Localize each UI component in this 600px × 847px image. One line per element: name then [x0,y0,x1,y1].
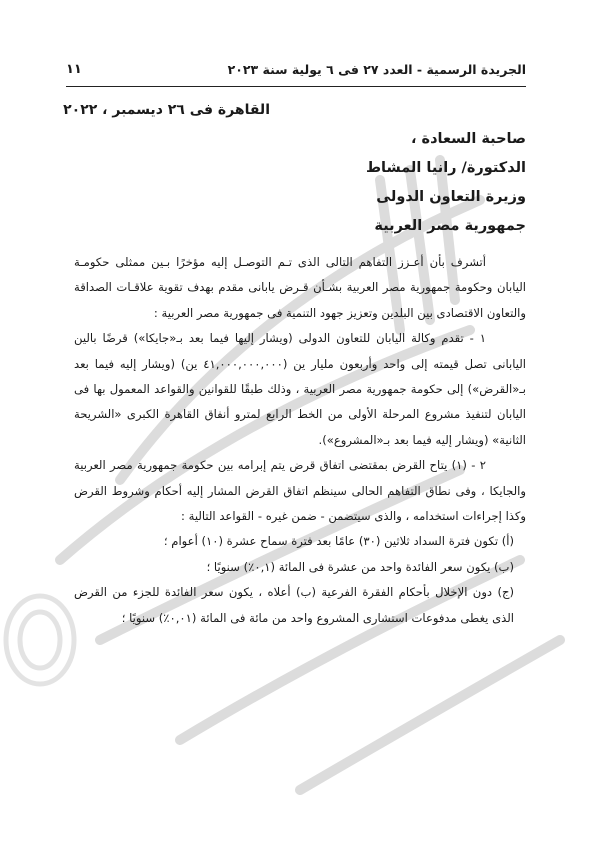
clause-1: ١ - تقدم وكالة اليابان للتعاون الدولى (ويشار إليها فيما بعد بـ«جايكا») قرضًا بالين اليابانى تصل قيمته إلى واحد وأربعون مليار ين (٤١,٠٠٠,٠٠٠,٠٠٠ ين) (ويشار إليه فيما بعد بـ«القرض») إلى حكومة جمهورية مصر العربية ، وذلك طبقًا للقوانين والقواعد المعمول بها فى اليابان لتنفيذ مشروع المرحلة الأولى من الخط الرابع لمترو أنفاق القاهرة الكبرى «الشريحة الثانية» (ويشار إليه فيما بعد بـ«المشروع»). [74,331,526,447]
intro-paragraph: أتشرف بأن أعـزز التفاهم التالى الذى تـم التوصـل إليه مؤخرًا بـين ممثلى حكومـة اليابان وحكومة جمهورية مصر العربية بشـأن قـرض يابانى مقدم بهدف تقوية علاقـات الصداقة والتعاون الاقتصادى بين البلدين وتعزيز جهود التنمية فى جمهورية مصر العربية : [74,255,526,320]
page-header [66,58,526,88]
address-name: الدكتورة/ رانيا المشاط [365,160,526,176]
header-divider [66,86,526,87]
clause-2-item-b: (ب) يكون سعر الفائدة واحد من عشرة فى المائة (٠,١٪) سنويًا ؛ [206,559,514,574]
address-title: وزيرة التعاون الدولى [376,189,526,205]
address-country: جمهورية مصر العربية [374,218,526,234]
gazette-title: الجريدة الرسمية - العدد ٢٧ فى ٦ يولية سنة ٢٠٢٣ [227,62,526,77]
address-salutation: صاحبة السعادة ، [410,131,526,147]
dateline: القاهرة فى ٢٦ ديسمبر ، ٢٠٢٢ [63,102,270,118]
clause-2-item-c: (ج) دون الإخلال بأحكام الفقرة الفرعية (ب) أعلاه ، يكون سعر الفائدة للجزء من القرض الذى يغطى مدفوعات استشارى المشروع واحد من مائة فى المائة (٠,٠١٪) سنويًا ؛ [74,585,514,625]
clause-2-item-a: (أ) تكون فترة السداد ثلاثين (٣٠) عامًا بعد فترة سماح عشرة (١٠) أعوام ؛ [163,534,514,549]
page-number: ١١ [66,62,82,77]
clause-2: ٢ - (١) يتاح القرض بمقتضى اتفاق قرض يتم إبرامه بين حكومة جمهورية مصر العربية والجايكا ، وفى نطاق التفاهم الحالى سينظم اتفاق القرض المشار إليه أحكام وشروط القرض وكذا إجراءات استخدامه ، والذى سيتضمن - ضمن غيره - القواعد التالية : [74,458,526,524]
letter-body [74,250,526,631]
